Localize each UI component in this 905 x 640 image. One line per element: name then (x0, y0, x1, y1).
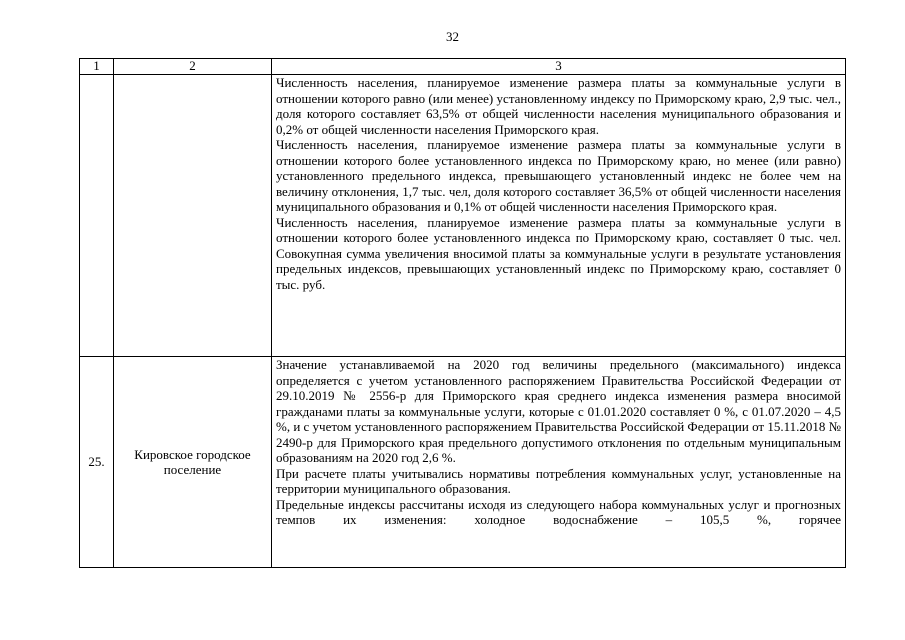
municipality-name: Кировское городское поселение (134, 446, 251, 477)
description-paragraph: Численность населения, планируемое изменение размера платы за коммунальные услуги в отношении которого равно (или менее) установленному индексу по Приморскому краю, 2,9 тыс. чел., доля которого составляет 63,5% от общей численности населения муниципального образования и 0,2% от общей численности населения Приморского края. (276, 75, 841, 137)
row-number-cell (80, 75, 114, 357)
table-header-row (80, 59, 846, 75)
description-paragraph: Предельные индексы рассчитаны исходя из следующего набора коммунальных услуг и прогнозных темпов их изменения: холодное водоснабжение – 105,5 %, горячее (276, 496, 841, 527)
description-cell (272, 357, 846, 568)
description-paragraph: При расчете платы учитывались нормативы потребления коммунальных услуг, установленные на территории муниципального образования. (276, 465, 841, 496)
table-row (80, 75, 846, 357)
municipality-name-cell (114, 357, 272, 568)
column-header-1: 1 (80, 59, 114, 75)
description-paragraph: Значение устанавливаемой на 2020 год величины предельного (максимального) индекса определяется с учетом установленного распоряжением Правительства Российской Федерации от 29.10.2019 № 2556-р для Приморского края среднего индекса изменения размера вносимой гражданами платы за коммунальные услуги, которые с 01.01.2020 составляет 0 %, с 01.07.2020 – 4,5 %, и с учетом установленного распоряжением Правительства Российской Федерации от 15.11.2018 № 2490-р для Приморского края предельного допустимого отклонения по отдельным муниципальным образованиям на 2020 год 2,6 %. (276, 357, 842, 465)
municipality-name-cell (114, 75, 272, 357)
column-header-2: 2 (114, 59, 272, 75)
column-header-3: 3 (272, 59, 846, 75)
table-row (80, 357, 846, 568)
description-paragraph: Численность населения, планируемое изменение размера платы за коммунальные услуги в отношении которого более установленного индекса по Приморскому краю, но менее (или равно) установленного предельного индекса, превышающего установленный индекс не более чем на величину отклонения, 1,7 тыс. чел, доля которого составляет 36,5% от общей численности населения муниципального образования и 0,1% от общей численности населения Приморского края. (276, 137, 841, 214)
page-number: 32 (446, 29, 459, 44)
description-cell (272, 75, 846, 357)
data-table (79, 58, 846, 568)
description-paragraph: Численность населения, планируемое изменение размера платы за коммунальные услуги в отношении которого более установленного индекса по Приморскому краю, составляет 0 тыс. чел. Совокупная сумма увеличения вносимой платы за коммунальные услуги в результате установления предельных индексов, превышающих установленный индекс по Приморскому краю, составляет 0 тыс. руб. (276, 214, 841, 292)
row-number-cell: 25. (80, 357, 114, 568)
